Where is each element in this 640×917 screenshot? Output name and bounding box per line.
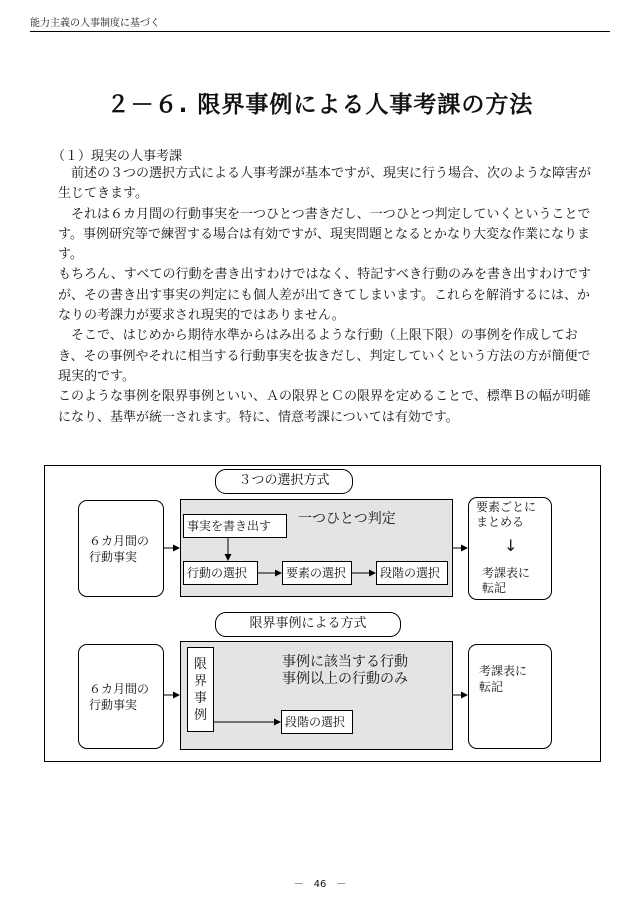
paragraph: このような事例を限界事例といい、Ａの限界とＣの限界を定めることで、標準Ｂの幅が明確になり、基準が統一されます。特に、情意考課については有効です。 (58, 389, 591, 425)
upper-record-line2: 転記 (482, 581, 507, 595)
lower-note-line2: 事例以上の行動のみ (282, 671, 408, 687)
limit-case-char: 事 (193, 691, 207, 706)
lower-record-line1: 考課表に (479, 664, 528, 678)
paragraph: それは６カ月間の行動事実を一つひとつ書きだし、一つひとつ判定していくということです。事例研究等で練習する場合は有効ですが、現実問題となるとかなり大変な作業になります。 (58, 206, 591, 263)
upper-process-title: 一つひとつ判定 (298, 511, 396, 527)
upper-source-line1: ６カ月間の (89, 533, 150, 548)
page-number: － 46 － (293, 879, 347, 890)
lower-record-box (468, 644, 552, 749)
section-heading: （１）現実の人事考課 (52, 149, 183, 164)
running-header: 能力主義の人事制度に基づく (30, 18, 160, 29)
upper-record-line1: 考課表に (482, 566, 531, 580)
lower-source-box (78, 644, 164, 749)
lower-method-label: 限界事例による方式 (215, 612, 401, 637)
page-title: ２－６. 限界事例による人事考課の方法 (106, 92, 534, 118)
lower-record-line2: 転記 (479, 680, 504, 694)
paragraph: もちろん、すべての行動を書き出すわけではなく、特記すべき行動のみを書き出すわけですが、その書き出す事実の判定にも個人差が出てきてしまいます。これらを解消するには、かなりの考課力が要求され現実的ではありません。 (58, 267, 592, 324)
body-text (58, 164, 598, 428)
header-rule (30, 31, 610, 32)
paragraph: そこで、はじめから期待水準からはみ出るような行動（上限下限）の事例を作成しておき、その事例やそれに相当する行動事実を抜きだし、判定していくという方法の方が簡便で現実的です。 (58, 328, 591, 384)
limit-case-char: 界 (193, 674, 207, 689)
paragraph: 前述の３つの選択方式による人事考課が基本ですが、現実に行う場合、次のような障害が生じてきます。 (58, 166, 592, 202)
step-stage-selection: 段階の選択 (376, 561, 448, 585)
upper-method-label: ３つの選択方式 (215, 469, 353, 494)
down-arrow-icon: ↓ (504, 536, 518, 555)
limit-case-box (187, 647, 214, 732)
lower-step-stage-selection: 段階の選択 (281, 710, 353, 734)
upper-source-line2: 行動事実 (89, 549, 138, 564)
group-by-element-line2: まとめる (476, 515, 525, 529)
group-by-element-line1: 要素ごとに (476, 500, 537, 514)
step-element-selection: 要素の選択 (282, 561, 352, 585)
lower-source-line2: 行動事実 (89, 697, 138, 712)
lower-note-line1: 事例に該当する行動 (282, 654, 408, 670)
limit-case-char: 例 (193, 708, 207, 723)
lower-source-line1: ６カ月間の (89, 681, 150, 696)
upper-source-box (78, 500, 164, 597)
step-behavior-selection: 行動の選択 (183, 561, 258, 585)
step-write-facts: 事実を書き出す (183, 514, 287, 538)
limit-case-char: 限 (193, 657, 207, 672)
